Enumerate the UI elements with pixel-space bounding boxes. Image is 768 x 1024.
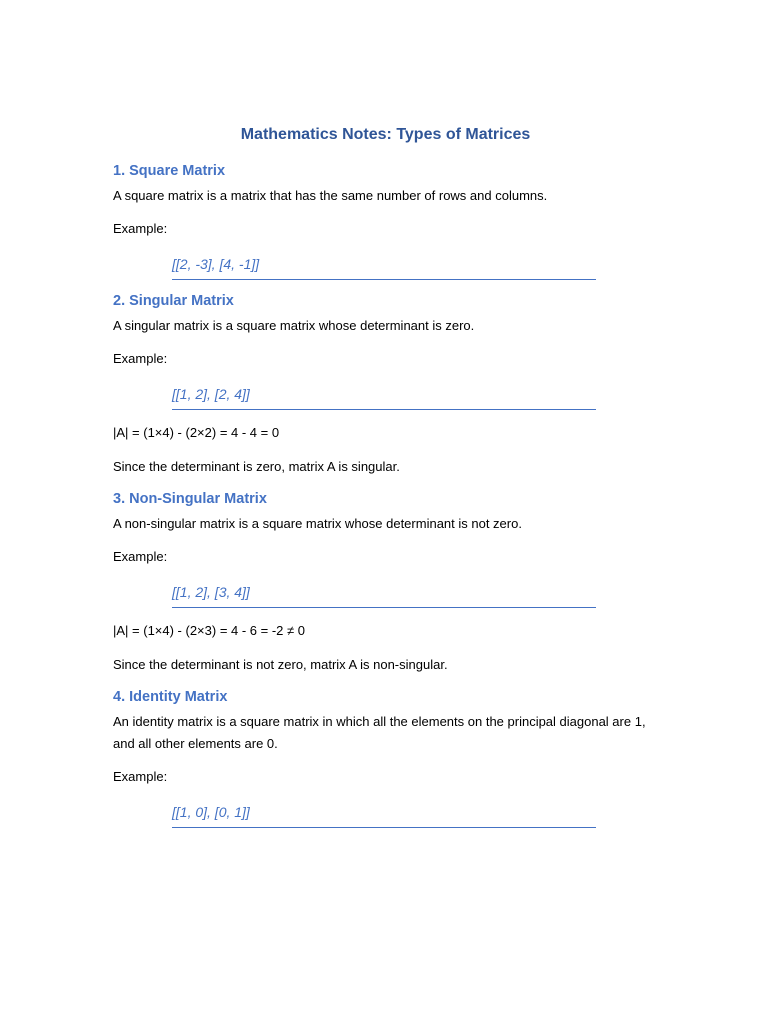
page-title: Mathematics Notes: Types of Matrices: [240, 126, 531, 143]
example-label: Example:: [113, 351, 168, 366]
example-label: Example:: [113, 769, 168, 784]
determinant-calculation: |A| = (1×4) - (2×2) = 4 - 4 = 0: [113, 425, 280, 440]
conclusion-text: Since the determinant is not zero, matrix A is non-singular.: [113, 657, 448, 672]
determinant-calculation: |A| = (1×4) - (2×3) = 4 - 6 = -2 ≠ 0: [113, 623, 306, 638]
document-page: [113, 125, 658, 840]
section-non-singular-matrix: [113, 490, 658, 676]
matrix-example: [[1, 2], [3, 4]]: [172, 579, 596, 608]
matrix-example: [[1, 0], [0, 1]]: [172, 799, 596, 828]
section-heading: 4. Identity Matrix: [113, 689, 228, 705]
example-label: Example:: [113, 221, 168, 236]
section-identity-matrix: [113, 688, 658, 828]
definition-text: An identity matrix is a square matrix in which all the elements on the principal diagonal are 1, and all other elements are 0.: [113, 714, 646, 751]
conclusion-text: Since the determinant is zero, matrix A is singular.: [113, 459, 400, 474]
section-square-matrix: [113, 162, 658, 280]
example-label: Example:: [113, 549, 168, 564]
matrix-example: [[1, 2], [2, 4]]: [172, 381, 596, 410]
section-heading: 3. Non-Singular Matrix: [113, 491, 267, 507]
section-singular-matrix: [113, 292, 658, 478]
definition-text: A singular matrix is a square matrix whose determinant is zero.: [113, 318, 475, 333]
section-heading: 1. Square Matrix: [113, 163, 226, 179]
definition-text: A non-singular matrix is a square matrix whose determinant is not zero.: [113, 516, 522, 531]
definition-text: A square matrix is a matrix that has the same number of rows and columns.: [113, 188, 548, 203]
matrix-example: [[2, -3], [4, -1]]: [172, 251, 596, 280]
section-heading: 2. Singular Matrix: [113, 293, 234, 309]
